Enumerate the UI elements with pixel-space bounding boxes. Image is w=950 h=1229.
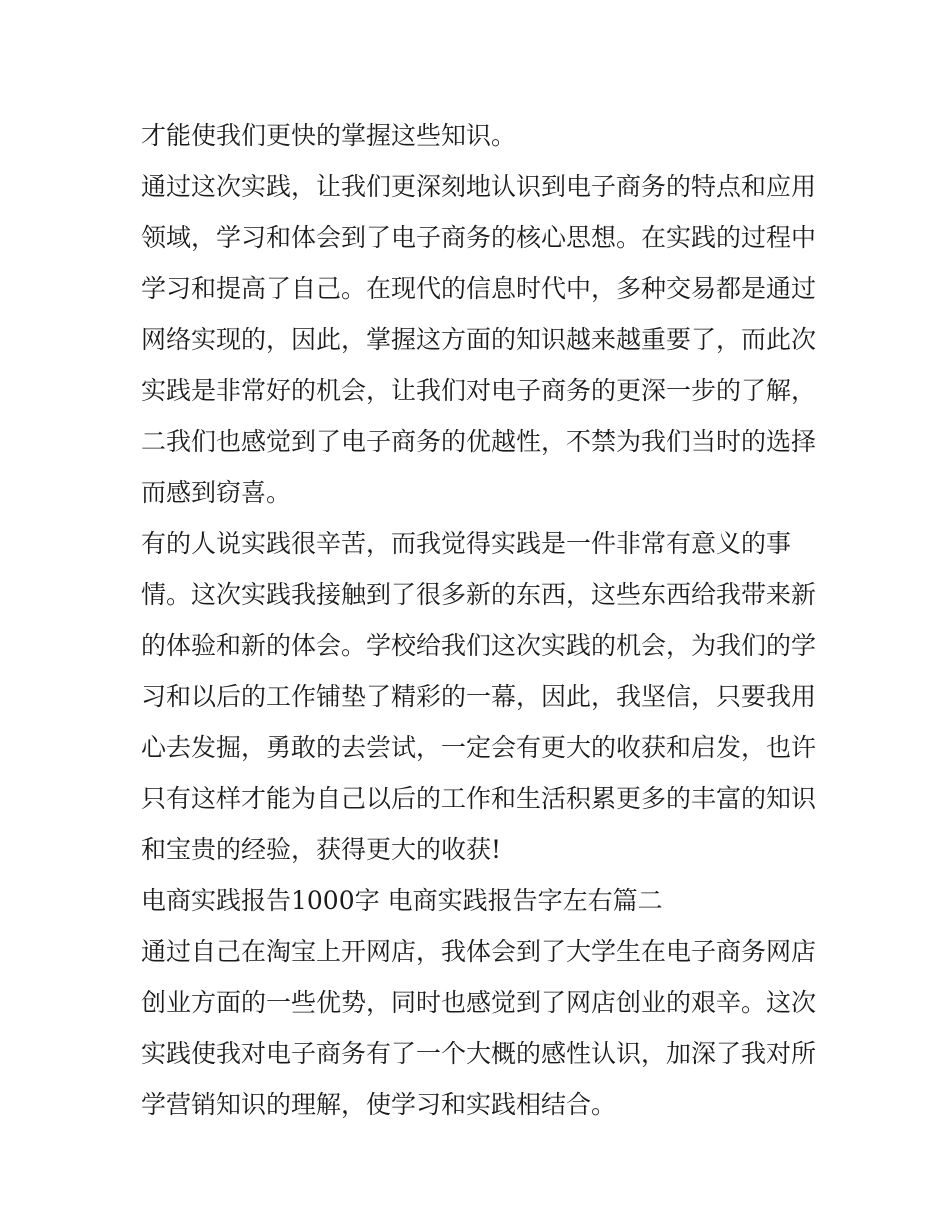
text-line: 只有这样才能为自己以后的工作和生活积累更多的丰富的知识: [141, 784, 817, 813]
text-line: 实践使我对电子商务有了一个大概的感性认识，加深了我对所: [141, 1039, 817, 1068]
text-line: 才能使我们更快的掌握这些知识。: [141, 121, 517, 150]
text-line: 有的人说实践很辛苦，而我觉得实践是一件非常有意义的事: [141, 529, 792, 558]
text-line: 实践是非常好的机会，让我们对电子商务的更深一步的了解，: [141, 376, 817, 405]
text-line: 网络实现的，因此，掌握这方面的知识越来越重要了，而此次: [141, 325, 817, 354]
text-line: 通过自己在淘宝上开网店，我体会到了大学生在电子商务网店: [141, 937, 817, 966]
text-line: 心去发掘，勇敢的去尝试，一定会有更大的收获和启发，也许: [141, 733, 817, 762]
text-line: 情。这次实践我接触到了很多新的东西，这些东西给我带来新: [141, 580, 817, 609]
text-line: 而感到窃喜。: [141, 478, 292, 507]
text-line: 习和以后的工作铺垫了精彩的一幕，因此，我坚信，只要我用: [141, 682, 817, 711]
text-line: 领域，学习和体会到了电子商务的核心思想。在实践的过程中: [141, 223, 817, 252]
text-line: 学习和提高了自己。在现代的信息时代中，多种交易都是通过: [141, 274, 817, 303]
text-line: 学营销知识的理解，使学习和实践相结合。: [141, 1090, 617, 1119]
section-heading: 电商实践报告1000字 电商实践报告字左右篇二: [141, 886, 663, 915]
text-line: 的体验和新的体会。学校给我们这次实践的机会，为我们的学: [141, 631, 817, 660]
text-line: 创业方面的一些优势，同时也感觉到了网店创业的艰辛。这次: [141, 988, 817, 1017]
text-line: 通过这次实践，让我们更深刻地认识到电子商务的特点和应用: [141, 172, 817, 201]
text-line: 二我们也感觉到了电子商务的优越性，不禁为我们当时的选择: [141, 427, 817, 456]
document-body: [141, 110, 821, 1130]
text-line: 和宝贵的经验，获得更大的收获!: [141, 835, 502, 864]
